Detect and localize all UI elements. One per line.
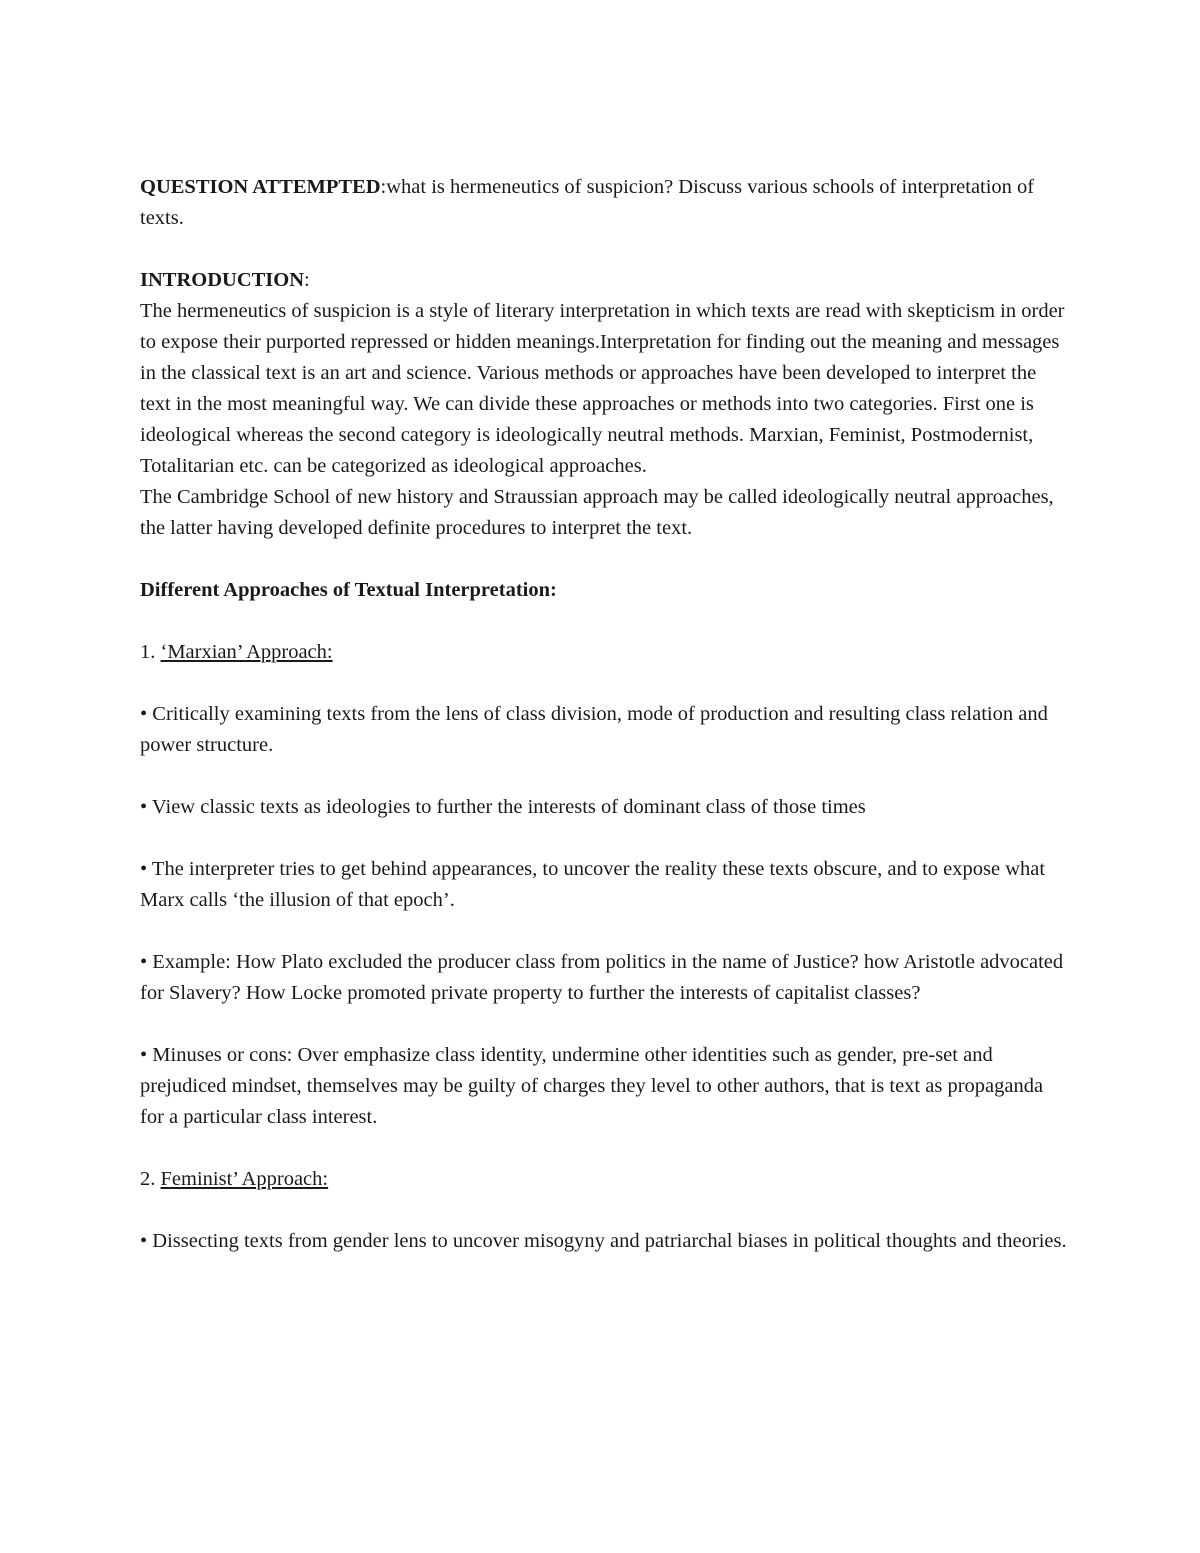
spacer bbox=[140, 544, 1070, 575]
question-paragraph bbox=[140, 172, 1070, 234]
feminist-bullet-1: • Dissecting texts from gender lens to uncover misogyny and patriarchal biases in political thoughts and theories. bbox=[140, 1230, 1067, 1252]
question-text: :what is hermeneutics of suspicion? Discuss various schools of interpretation of texts. bbox=[140, 176, 1035, 229]
spacer bbox=[140, 916, 1070, 947]
marxian-heading bbox=[140, 637, 1070, 668]
spacer bbox=[140, 606, 1070, 637]
marxian-bullet-4: • Example: How Plato excluded the producer class from politics in the name of Justice? how Aristotle advocated for Slavery? How Locke promoted private property to further the interests of capitalist classes? bbox=[140, 951, 1064, 1004]
marxian-title: ‘Marxian’ Approach: bbox=[160, 641, 333, 663]
marxian-bullet-5: • Minuses or cons: Over emphasize class identity, undermine other identities such as gender, pre-set and prejudiced mindset, themselves may be guilty of charges they level to other authors, that is text as propaganda for a particular class interest. bbox=[140, 1044, 1044, 1128]
marxian-bullet-1: • Critically examining texts from the lens of class division, mode of production and resulting class relation and power structure. bbox=[140, 703, 1048, 756]
introduction-heading-colon: : bbox=[304, 269, 310, 291]
spacer bbox=[140, 1133, 1070, 1164]
marxian-bullet-3: • The interpreter tries to get behind appearances, to uncover the reality these texts obscure, and to expose what Marx calls ‘the illusion of that epoch’. bbox=[140, 858, 1046, 911]
question-label: QUESTION ATTEMPTED bbox=[140, 176, 381, 198]
spacer bbox=[140, 1009, 1070, 1040]
feminist-heading bbox=[140, 1164, 1070, 1195]
spacer bbox=[140, 823, 1070, 854]
feminist-number: 2. bbox=[140, 1168, 161, 1190]
marxian-number: 1. bbox=[140, 641, 161, 663]
introduction-paragraph-2: The Cambridge School of new history and Straussian approach may be called ideologically neutral approaches, the latter having developed definite procedures to interpret the text. bbox=[140, 486, 1054, 539]
spacer bbox=[140, 668, 1070, 699]
introduction-heading-text: INTRODUCTION bbox=[140, 269, 305, 291]
spacer bbox=[140, 1195, 1070, 1226]
spacer bbox=[140, 234, 1070, 265]
introduction-heading bbox=[140, 265, 1070, 296]
document-page bbox=[140, 172, 1070, 1257]
spacer bbox=[140, 761, 1070, 792]
introduction-paragraph-1: The hermeneutics of suspicion is a style of literary interpretation in which texts are read with skepticism in order to expose their purported repressed or hidden meanings.Interpretation for finding out the meaning and messages in the classical text is an art and science. Various methods or approaches have been developed to interpret the text in the most meaningful way. We can divide these approaches or methods into two categories. First one is ideological whereas the second category is ideologically neutral methods. Marxian, Feminist, Postmodernist, Totalitarian etc. can be categorized as ideological approaches. bbox=[140, 300, 1065, 477]
marxian-bullet-2: • View classic texts as ideologies to further the interests of dominant class of those times bbox=[140, 796, 866, 818]
feminist-title: Feminist’ Approach: bbox=[160, 1168, 329, 1190]
approaches-heading: Different Approaches of Textual Interpretation: bbox=[140, 579, 557, 601]
